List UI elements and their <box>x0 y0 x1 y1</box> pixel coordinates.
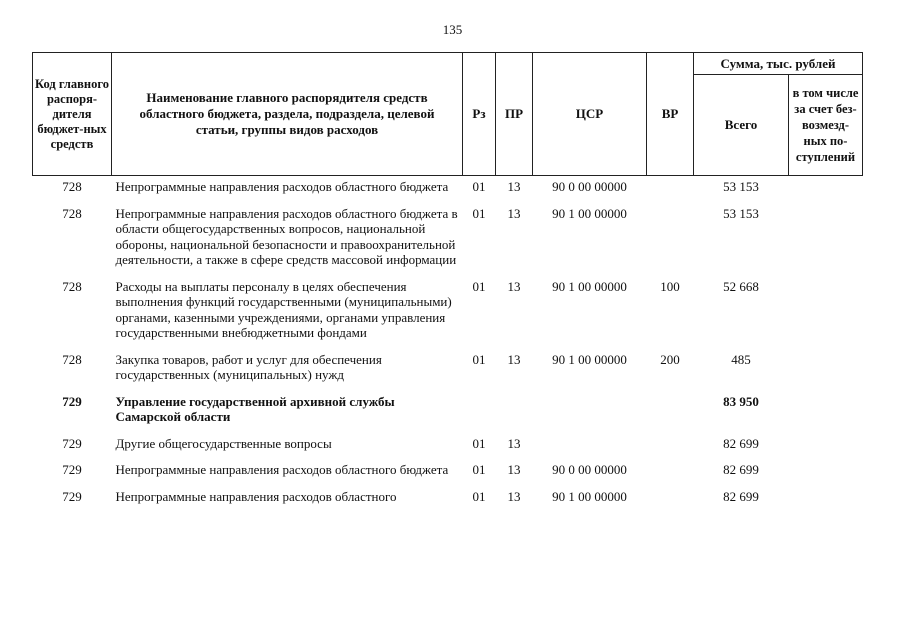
cell-gratuitous <box>789 349 863 391</box>
cell-name: Непрограммные направления расходов областного бюджета <box>115 462 449 477</box>
cell-name: Закупка товаров, работ и услуг для обеспечения государственных (муниципальных) нужд <box>115 351 382 382</box>
cell-vr: 200 <box>660 351 680 367</box>
cell-name: Непрограммные направления расходов областного бюджета в области общегосударственных вопросов, национальной обороны, национальной безопасности и правоохранительной деятельности, а также в сфере средств массовой информации <box>115 205 458 267</box>
table-row <box>33 391 863 433</box>
cell-vr <box>647 459 694 486</box>
header-gratuitous: в том числе за счет без-возмезд-ных по-ступлений <box>789 75 863 176</box>
cell-gratuitous <box>789 433 863 460</box>
cell-gratuitous <box>789 276 863 349</box>
cell-gratuitous <box>789 486 863 513</box>
budget-table <box>32 52 863 512</box>
cell-name: Управление государственной архивной службы Самарской области <box>115 393 395 424</box>
cell-vr <box>647 391 694 433</box>
cell-pr: 13 <box>507 435 521 451</box>
cell-pr: 13 <box>507 205 521 221</box>
cell-code: 729 <box>62 435 82 451</box>
cell-csr: 90 1 00 00000 <box>552 205 627 221</box>
cell-csr <box>533 391 647 433</box>
cell-code: 729 <box>62 488 82 504</box>
cell-total: 82 699 <box>723 488 759 504</box>
cell-total: 83 950 <box>723 393 759 409</box>
cell-code: 728 <box>62 179 82 194</box>
table-row <box>33 276 863 349</box>
cell-total: 485 <box>731 351 751 367</box>
cell-total: 53 153 <box>723 179 759 194</box>
table-row <box>33 176 863 203</box>
cell-rz: 01 <box>472 488 486 504</box>
cell-rz: 01 <box>472 278 486 294</box>
header-total: Всего <box>694 75 789 176</box>
cell-vr <box>647 203 694 276</box>
cell-code: 729 <box>62 393 82 409</box>
cell-gratuitous <box>789 203 863 276</box>
cell-vr <box>647 433 694 460</box>
header-pr: ПР <box>496 53 533 176</box>
page-number: 135 <box>442 22 463 37</box>
header-code: Код главного распоря-дителя бюджет-ных средств <box>33 53 112 176</box>
cell-csr: 90 0 00 00000 <box>552 179 627 194</box>
cell-rz: 01 <box>472 462 486 477</box>
cell-csr: 90 1 00 00000 <box>552 351 627 367</box>
cell-name: Непрограммные направления расходов областного <box>115 488 397 504</box>
cell-total: 82 699 <box>723 462 759 477</box>
cell-total: 53 153 <box>723 205 759 221</box>
cell-pr: 13 <box>507 179 521 194</box>
cell-csr <box>533 433 647 460</box>
cell-code: 728 <box>62 278 82 294</box>
cell-pr: 13 <box>507 278 521 294</box>
header-vr: ВР <box>647 53 694 176</box>
table-row <box>33 486 863 513</box>
cell-gratuitous <box>789 459 863 486</box>
cell-rz: 01 <box>472 351 486 367</box>
cell-pr: 13 <box>507 488 521 504</box>
header-sum-group: Сумма, тыс. рублей <box>694 53 863 75</box>
cell-vr: 100 <box>660 278 680 294</box>
cell-name: Другие общегосударственные вопросы <box>115 435 332 451</box>
cell-vr <box>647 486 694 513</box>
cell-pr: 13 <box>507 462 521 477</box>
header-rz: Рз <box>463 53 496 176</box>
cell-rz <box>463 391 496 433</box>
cell-code: 728 <box>62 351 82 367</box>
cell-pr: 13 <box>507 351 521 367</box>
cell-gratuitous <box>789 176 863 203</box>
table-row <box>33 433 863 460</box>
cell-rz: 01 <box>472 179 486 194</box>
cell-vr <box>647 176 694 203</box>
cell-name: Непрограммные направления расходов областного бюджета <box>115 179 449 194</box>
cell-rz: 01 <box>472 205 486 221</box>
table-row <box>33 349 863 391</box>
cell-total: 82 699 <box>723 435 759 451</box>
table-row <box>33 459 863 486</box>
cell-code: 728 <box>62 205 82 221</box>
cell-csr: 90 1 00 00000 <box>552 278 627 294</box>
cell-csr: 90 0 00 00000 <box>552 462 627 477</box>
header-csr: ЦСР <box>533 53 647 176</box>
header-name: Наименование главного распорядителя средств областного бюджета, раздела, подраздела, целевой статьи, группы видов расходов <box>112 53 463 176</box>
cell-rz: 01 <box>472 435 486 451</box>
cell-code: 729 <box>62 462 82 477</box>
cell-csr: 90 1 00 00000 <box>552 488 627 504</box>
cell-name: Расходы на выплаты персоналу в целях обеспечения выполнения функций государственными (муниципальными) органами, казенными учреждениями, органами управления государственными внебюджетными фондами <box>115 278 452 340</box>
cell-gratuitous <box>789 391 863 433</box>
cell-total: 52 668 <box>723 278 759 294</box>
table-row <box>33 203 863 276</box>
cell-pr <box>496 391 533 433</box>
